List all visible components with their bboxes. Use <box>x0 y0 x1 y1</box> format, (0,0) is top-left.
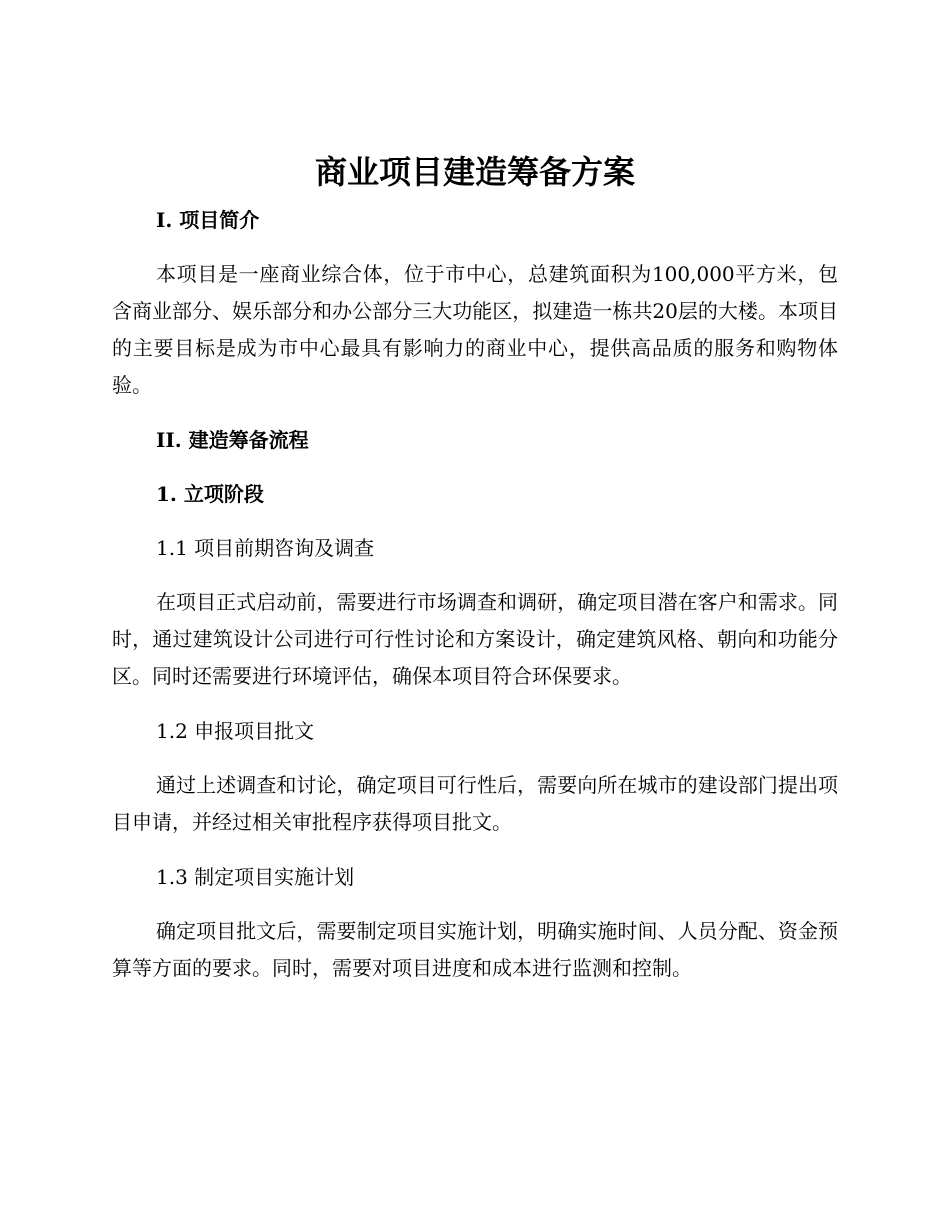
intro-paragraph: 本项目是一座商业综合体，位于市中心，总建筑面积为100,000平方米，包含商业部分、娱乐部分和办公部分三大功能区，拟建造一栋共20层的大楼。本项目的主要目标是成为市中心最具有影响力的商业中心，提供高品质的服务和购物体验。 <box>112 262 838 397</box>
document-body <box>112 202 838 987</box>
section-heading-process: II. 建造筹备流程 <box>156 428 309 452</box>
section-heading-intro: I. 项目简介 <box>156 208 260 232</box>
subheading-consultation: 1.1 项目前期咨询及调查 <box>156 536 375 560</box>
plan-paragraph: 确定项目批文后，需要制定项目实施计划，明确实施时间、人员分配、资金预算等方面的要求。同时，需要对项目进度和成本进行监测和控制。 <box>112 919 838 980</box>
subheading-approval: 1.2 申报项目批文 <box>156 719 315 743</box>
document-title: 商业项目建造筹备方案 <box>314 153 635 191</box>
stage-heading-initiation: 1. 立项阶段 <box>156 482 264 506</box>
approval-paragraph: 通过上述调查和讨论，确定项目可行性后，需要向所在城市的建设部门提出项目申请，并经过相关审批程序获得项目批文。 <box>112 773 838 834</box>
subheading-plan: 1.3 制定项目实施计划 <box>156 865 355 889</box>
consultation-paragraph: 在项目正式启动前，需要进行市场调查和调研，确定项目潜在客户和需求。同时，通过建筑设计公司进行可行性讨论和方案设计，确定建筑风格、朝向和功能分区。同时还需要进行环境评估，确保本项目符合环保要求。 <box>112 590 838 688</box>
